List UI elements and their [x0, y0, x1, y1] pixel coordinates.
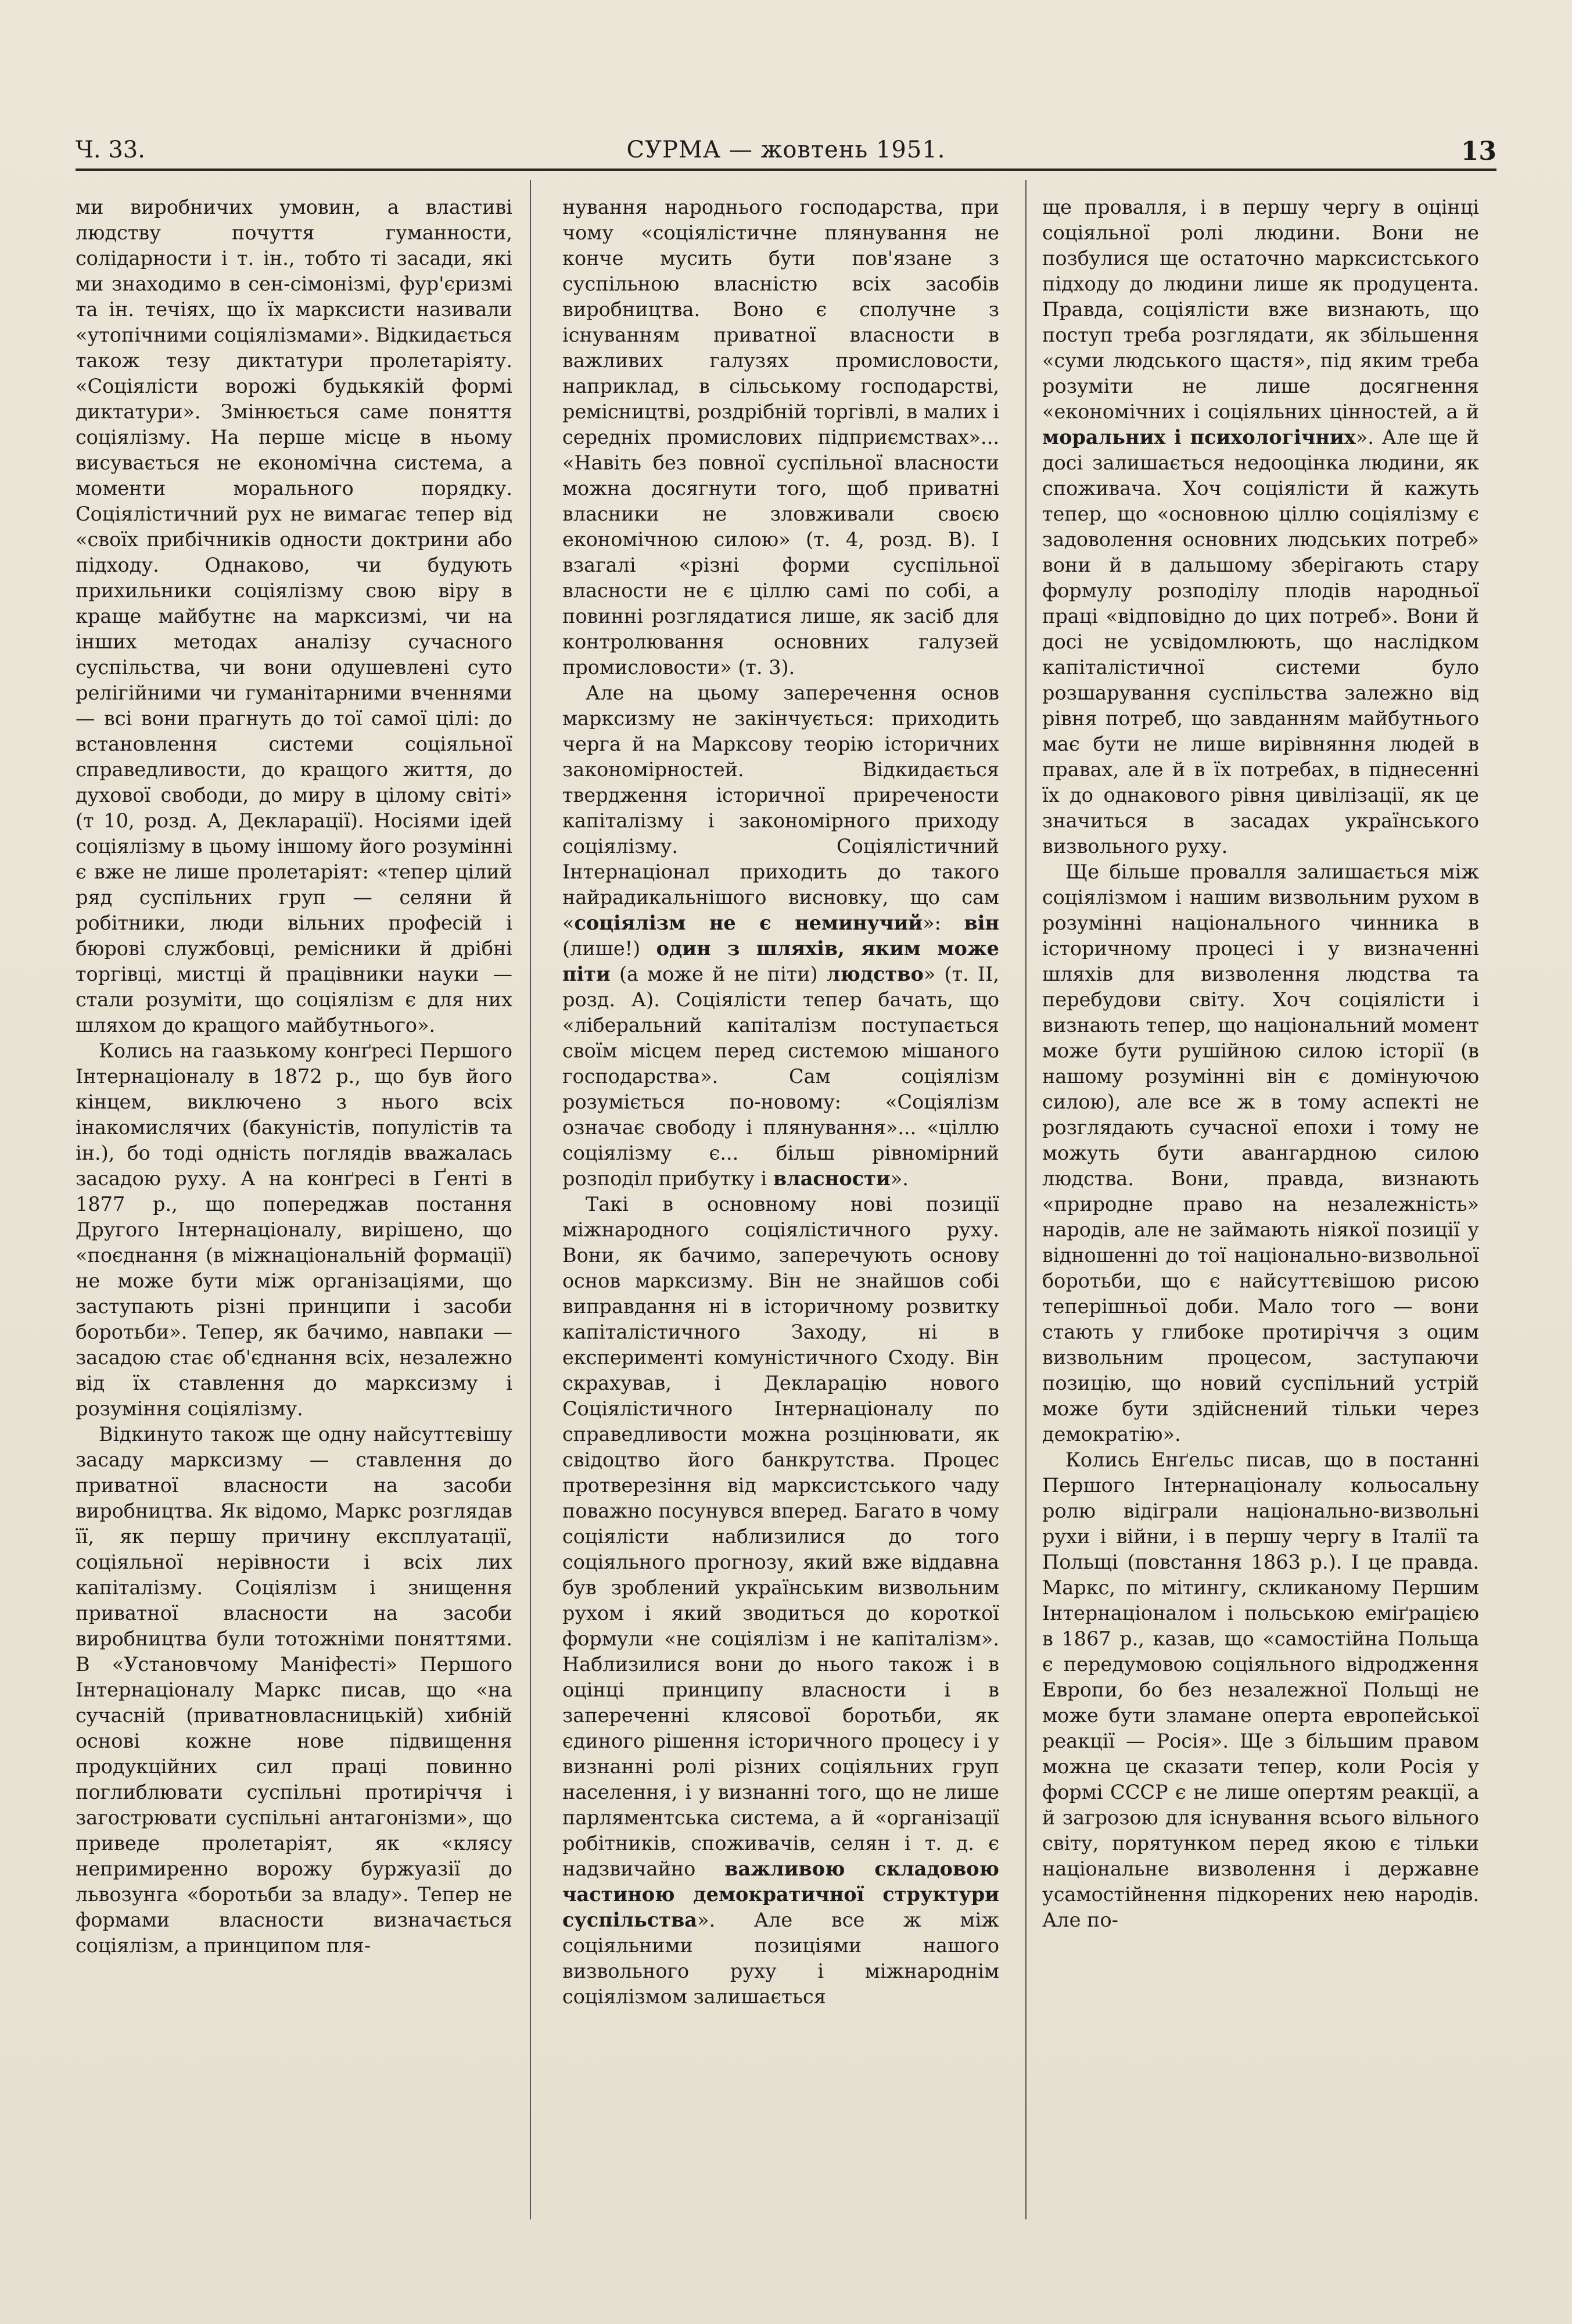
bold-text: один з шляхів, яким може піти	[562, 937, 999, 985]
text-run: ми виробничих умовин, а властиві людству почуття гуманности, солідарности і т. ін., тобто ті засади, які ми знаходимо в сен-сімонізмі, фур'єризмі та ін. течіях, що їх марксисти називали «утопічними соціялізмами». Відкидається також тезу диктатури пролетаріяту. «Соціялісти ворожі будькякій формі диктатури». Змінюється саме поняття соціялізму. На перше місце в ньому висувається не економічна система, а моменти морального порядку. Соціялістичний рух не вимагає тепер від «своїх прибічників одности доктрини або підходу. Однаково, чи будують прихильники соціялізму свою віру в краще майбутнє на марксизмі, чи на інших методах аналізу сучасного суспільства, чи вони одушевлені суто релігійними чи гуманітарними вченнями — всі вони прагнуть до тої самої цілі: до встановлення системи соціяльної справедливости, до кращого життя, до духової свободи, до миру в цілому світі» (т 10, розд. А, Декларації). Носіями ідей соціялізму в цьому іншому його розумінні є вже не лише пролетаріят: «тепер цілий ряд суспільних груп — селяни й робітники, люди вільних професій і бюрові службовці, ремісники й дрібні торгівці, мистці й працівники науки — стали розуміти, що соціялізм є для них шляхом до кращого майбутнього».	[76, 196, 512, 1037]
text-column-3	[1042, 195, 1479, 1933]
column-divider	[530, 180, 531, 2219]
text-run: ». Але все ж між соціяльними позиціями нашого визвольного руху і міжнароднім соціялізмом залишається	[562, 1909, 999, 2008]
bold-text: людство	[826, 963, 924, 985]
page-header	[76, 125, 1496, 171]
bold-text: важливою складовою частиною демократичної структури суспільства	[562, 1857, 999, 1931]
paragraph	[562, 680, 999, 1192]
text-run: нування народнього господарства, при чому «соціялістичне плянування не конче мусить бути пов'язане з суспільною власністю всіх засобів виробництва. Воно є сполучне з існуванням приватної власности в важливих галузях промисловости, наприклад, в сільському господарстві, ремісництві, роздрібній торгівлі, в малих і середніх промислових підприємствах»... «Навіть без повної суспільної власности можна досягнути того, щоб приватні власники не зловживали своєю економічною силою» (т. 4, розд. В). І взагалі «різні форми суспільної власности не є ціллю самі по собі, а повинні розглядатися лише, як засіб для контролювання основних галузей промисловости» (т. 3).	[562, 196, 999, 679]
text-run: Колись на гаазькому конґресі Першого Інтернаціоналу в 1872 р., що був його кінцем, виключено з нього всіх інакомислячих (бакуністів, популістів та ін.), бо тодi одність поглядів вважалась засадою руху. А на конґресі в Ґенті в 1877 р., що попереджав постання Другого Інтернаціоналу, вирішено, що «поєднання (в міжнаціональній формації) не може бути між організаціями, що заступають різні принципи і засоби боротьби». Тепер, як бачимо, навпаки — засадою стає об'єднання всіх, незалежно від їх ставлення до марксизму і розуміння соціялізму.	[76, 1039, 512, 1420]
paragraph	[562, 1192, 999, 2010]
paragraph	[1042, 1447, 1479, 1933]
text-run: » (т. II, розд. А). Соціялісти тепер бачать, що «ліберальний капіталізм поступається своїм місцем перед системою мішаного господарства». Сам соціялізм розуміється по-новому: «Соціялізм означає свободу і плянування»... «ціллю соціялізму є... більш рівномірний розподіл прибутку і	[562, 963, 999, 1190]
paragraph	[1042, 195, 1479, 859]
text-run: (а може й не піти)	[610, 963, 827, 985]
bold-text: соціялізм не є неминучий	[574, 912, 923, 934]
paragraph	[1042, 859, 1479, 1447]
paragraph	[562, 195, 999, 680]
page-part: Ч. 33.	[76, 137, 145, 163]
text-run: Відкинуто також ще одну найсуттєвішу засаду марксизму — ставлення до приватної власности на засоби виробництва. Як відомо, Маркс розглядав її, як першу причину експлуатації, соціяльної нерівности і всіх лих капіталізму. Соціялізм і знищення приватної власности на засоби виробництва були тотожніми поняттями. В «Установчому Маніфесті» Першого Інтернаціоналу Маркс писав, що «на сучасній (приватновласницькій) хибній основі кожне нове підвищення продукційних сил праці повинно поглиблювати суспільні протиріччя і загострювати суспільні антагонізми», що приведе пролетаріят, як «клясу непримиренно ворожу буржуазії до львозунга «боротьби за владу». Тепер не формами власности визначається соціялізм, а принципом пля-	[76, 1423, 512, 1957]
bold-text: моральних і психологічних	[1042, 426, 1356, 449]
paragraph	[76, 195, 512, 1038]
text-run: (лише!)	[562, 937, 656, 960]
text-run: ». Але ще й досі залишається недооцінка людини, як споживача. Хоч соціялісти й кажуть тепер, що «основною ціллю соціялізму є задоволення основних людських потреб» вони й в дальшому зберігають стару формулу розподілу плодів народньої праці «відповідно до цих потреб». Вони й досі не усвідомлюють, що наслідком капіталістичної системи було розшарування суспільства залежно від рівня потреб, що завданням майбутнього має бути не лише вирівняння людей в правах, але й в їх потребах, в піднесенні їх до однакового рівня цивілізації, як це значиться в засадах українського визвольного руху.	[1042, 426, 1479, 858]
text-run: »:	[923, 912, 964, 934]
text-run: Ще більше провалля залишається між соціялізмом і нашим визвольним рухом в розумінні національного чинника в історичному процесі і у визначенні шляхів для визволення людства та перебудови світу. Хоч соціялісти і визнають тепер, що національний момент може бути рушійною силою історії (в нашому розумінні він є домінуючою силою), але все ж в тому аспекті не розглядають сучасної епохи і тому не можуть бути авангардною силою людства. Вони, правда, визнають «природне право на незалежність» народів, але не займають ніякої позиції у відношенні до тої національно-визвольної боротьби, що є найсуттєвішою рисою теперішньої доби. Мало того — вони стають у глибоке протиріччя з оцим визвольним процесом, заступаючи позицію, що новий суспільний устрій може бути здійснений тільки через демократію».	[1042, 860, 1479, 1446]
publication-title: СУРМА — жовтень 1951.	[626, 137, 946, 163]
text-run: Такі в основному нові позиції міжнародного соціялістичного руху. Вони, як бачимо, заперечують основу основ марксизму. Він не знайшов собі виправдання ні в історичному розвитку капіталістичного Заходу, ні в експерименті комуністичного Сходу. Він скрахував, і Декларацію нового Соціялістичного Інтернаціоналу по справедливости можна розцінювати, як свідоцтво його банкрутства. Процес протверезіння від марксистського чаду поважно посунувся вперед. Багато в чому соціялісти наблизилися до того соціяльного прогнозу, який вже віддавна був зроблений українським визвольним рухом і який зводиться до короткої формули «не соціялізм і не капіталізм». Наблизилися вони до нього також і в оцінці принципу власности і в запереченні клясової боротьби, як єдиного рішення історичного процесу і у визнанні ролі різних соціяльних груп населення, і у визнанні того, що не лише парляментська система, а й «організації робітників, споживачів, селян і т. д. є надзвичайно	[562, 1193, 999, 1880]
text-run: Колись Енґельс писав, що в постанні Першого Інтернаціоналу кольосальну ролю відіграли національно-визвольні рухи і війни, і в першу чергу в Італії та Польщі (повстання 1863 р.). І це правда. Маркс, по мітингу, скликаному Першим Інтернаціоналом і польською еміґрацією в 1867 р., казав, що «самостійна Польща є передумовою соціяльного відродження Европи, бо без незалежної Польщі не може бути зламане оперта европейської реакції — Росія». Ще з більшим правом можна це сказати тепер, коли Росія у формі СССР є не лише опертям реакції, а й загрозою для існування всього вільного світу, порятунком перед якою є тільки національне визволення і державне усамостійнення підкорених нею народів. Але по-	[1042, 1448, 1479, 1931]
paragraph	[76, 1422, 512, 1959]
text-column-1	[76, 195, 512, 1959]
header-rule	[76, 168, 1496, 171]
paragraph	[76, 1038, 512, 1422]
text-run: ще провалля, і в першу чергу в оцінці соціяльної ролі людини. Вони не позбулися ще остаточно марксистського підходу до людини лише як продуцента. Правда, соціялісти вже визнають, що поступ треба розглядати, як збільшення «суми людського щастя», під яким треба розуміти не лише досягнення «економічних і соціяльних цінностей, а й	[1042, 196, 1479, 423]
text-run: ».	[890, 1167, 909, 1190]
page-number: 13	[1460, 137, 1496, 166]
column-divider	[1025, 180, 1027, 2219]
bold-text: власности	[773, 1167, 891, 1190]
text-column-2	[562, 195, 999, 2010]
text-run: Але на цьому заперечення основ марксизму не закінчується: приходить черга й на Марксову теорію історичних закономірностей. Відкидається твердження історичної приречености капіталізму і закономірного приходу соціялізму. Соціялістичний Інтернаціонал приходить до такого найрадикальнішого висновку, що сам «	[562, 682, 999, 934]
bold-text: він	[964, 912, 999, 934]
